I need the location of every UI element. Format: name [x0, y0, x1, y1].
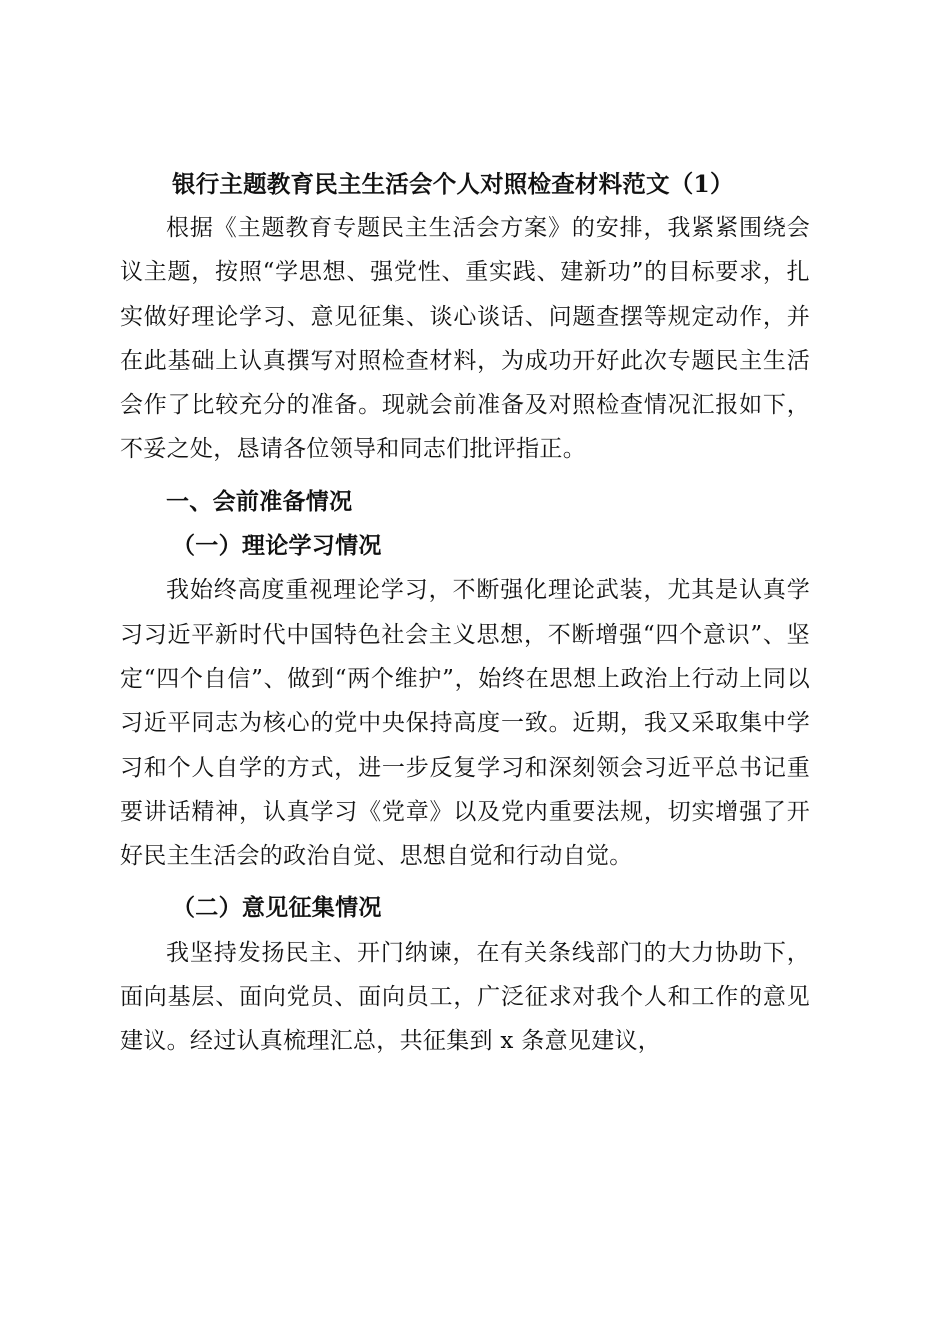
theory-study-paragraph: 我始终高度重视理论学习，不断强化理论武装，尤其是认真学习习近平新时代中国特色社会主义思想，不断增强“四个意识”、坚定“四个自信”、做到“两个维护”，始终在思想上政治上行动上同以习近平同志为核心的党中央保持高度一致。近期，我又采取集中学习和个人自学的方式，进一步反复学习和深刻领会习近平总书记重要讲话精神，认真学习《党章》以及党内重要法规，切实增强了开好民主生活会的政治自觉、思想自觉和行动自觉。	[120, 577, 810, 870]
section-heading-preparation: 一、会前准备情况	[166, 487, 353, 515]
document-title: 银行主题教育民主生活会个人对照检查材料范文（1）	[172, 170, 734, 198]
opinion-collection-paragraph: 我坚持发扬民主、开门纳谏，在有关条线部门的大力协助下，面向基层、面向党员、面向员工，广泛征求对我个人和工作的意见建议。经过认真梳理汇总，共征集到 x 条意见建议，	[120, 939, 810, 1055]
spacer	[120, 472, 810, 480]
subsection-heading-opinion-collection: （二）意见征集情况	[172, 894, 382, 922]
subsection-heading-theory-study: （一）理论学习情况	[172, 532, 382, 560]
intro-paragraph: 根据《主题教育专题民主生活会方案》的安排，我紧紧围绕会议主题，按照“学思想、强党性、重实践、建新功”的目标要求，扎实做好理论学习、意见征集、谈心谈话、问题查摆等规定动作，并在此基础上认真撰写对照检查材料，为成功开好此次专题民主生活会作了比较充分的准备。现就会前准备及对照检查情况汇报如下，不妥之处，恳请各位领导和同志们批评指正。	[120, 215, 810, 463]
document-body	[120, 162, 810, 1064]
spacer	[120, 878, 810, 886]
